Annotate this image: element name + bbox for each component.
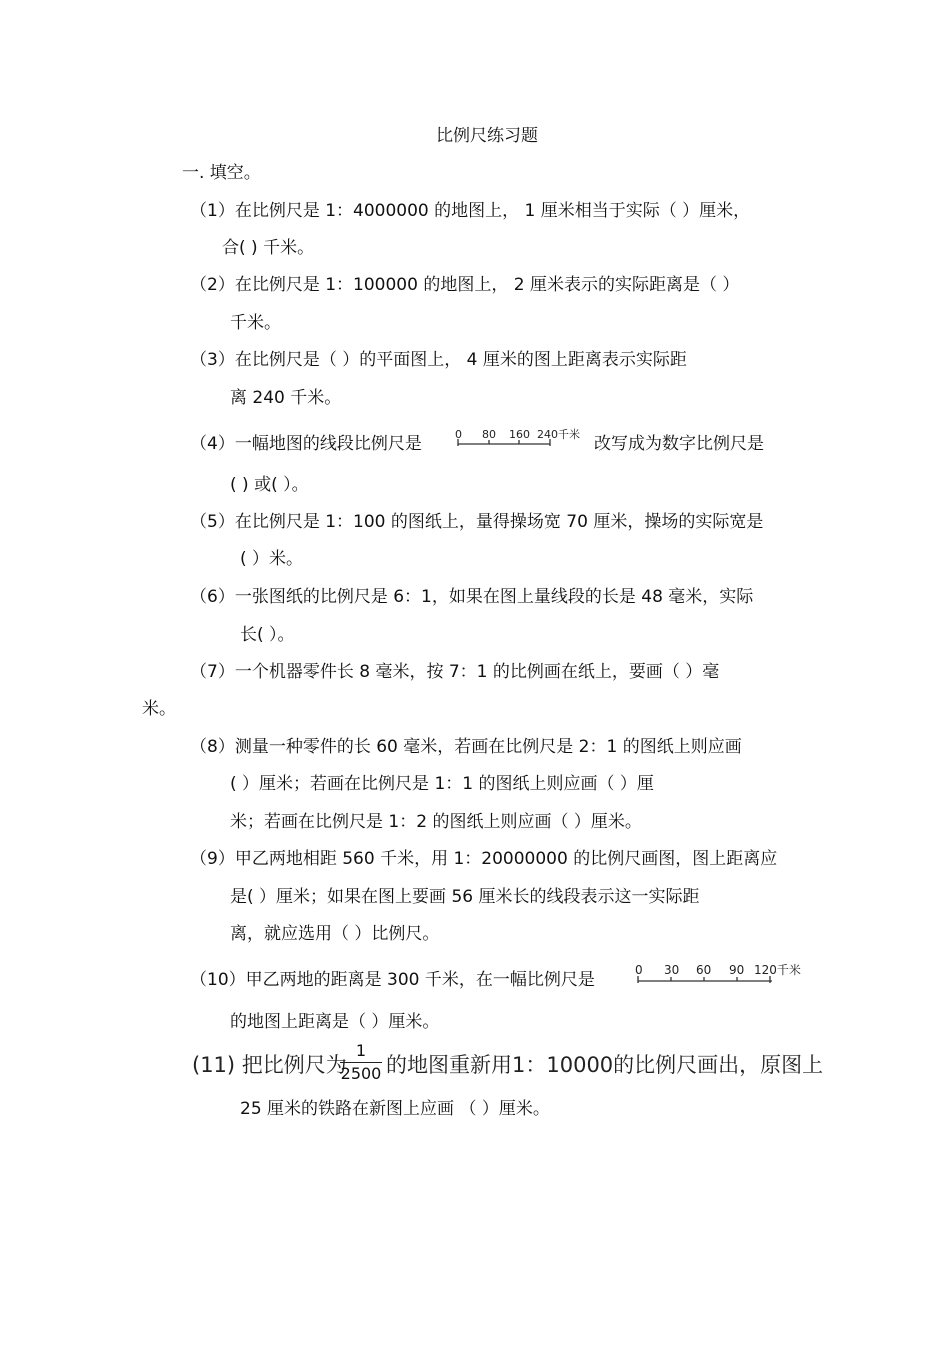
page-title: 比例尺练习题 xyxy=(436,126,538,146)
q11-prefix: (11) 把比例尺为 xyxy=(192,1053,347,1077)
q10-scale-label: 0 xyxy=(635,963,643,977)
q10-scale-label: 60 xyxy=(696,963,712,977)
q4-scale-label: 240千米 xyxy=(537,428,580,441)
q4-scale-label: 160 xyxy=(509,428,530,441)
q8-line2: ( ）厘米；若画在比例尺是 1：1 的图纸上则应画（ ）厘 xyxy=(230,774,654,794)
q2-line1: （2）在比例尺是 1：100000 的地图上， 2 厘米表示的实际距离是（ ） xyxy=(190,275,740,295)
q9-line1: （9）甲乙两地相距 560 千米，用 1：20000000 的比例尺画图，图上距离应 xyxy=(190,849,778,869)
q1-line1: （1）在比例尺是 1：4000000 的地图上， 1 厘米相当于实际（ ）厘米， xyxy=(190,201,751,221)
q10-prefix: （10）甲乙两地的距离是 300 千米，在一幅比例尺是 xyxy=(190,970,595,990)
q3-line2: 离 240 千米。 xyxy=(230,388,342,408)
q6-line1: （6）一张图纸的比例尺是 6：1，如果在图上量线段的长是 48 毫米，实际 xyxy=(190,587,754,607)
q3-line1: （3）在比例尺是（ ）的平面图上， 4 厘米的图上距离表示实际距 xyxy=(190,350,687,370)
q10-line-scale xyxy=(632,961,812,987)
q9-line2: 是( ）厘米；如果在图上要画 56 厘米长的线段表示这一实际距 xyxy=(230,887,700,907)
q4-prefix: （4）一幅地图的线段比例尺是 xyxy=(190,434,422,454)
q5-line2: ( ）米。 xyxy=(240,549,304,569)
q5-line1: （5）在比例尺是 1：100 的图纸上，量得操场宽 70 厘米，操场的实际宽是 xyxy=(190,512,764,532)
q7-line1: （7）一个机器零件长 8 毫米，按 7：1 的比例画在纸上，要画（ ）毫 xyxy=(190,662,720,682)
q7-line2: 米。 xyxy=(142,699,176,719)
q11-line2: 25 厘米的铁路在新图上应画 （ ）厘米。 xyxy=(240,1099,550,1119)
q4-scale-label: 0 xyxy=(455,428,462,441)
q4-suffix: 改写成为数字比例尺是 xyxy=(594,434,764,454)
q8-line1: （8）测量一种零件的长 60 毫米，若画在比例尺是 2：1 的图纸上则应画 xyxy=(190,737,742,757)
q2-line2: 千米。 xyxy=(230,313,281,333)
q10-scale-label: 30 xyxy=(664,963,680,977)
q9-line3: 离，就应选用（ ）比例尺。 xyxy=(230,924,440,944)
q8-line3: 米；若画在比例尺是 1：2 的图纸上则应画（ ）厘米。 xyxy=(230,812,642,832)
q11-fraction-bar xyxy=(340,1062,382,1063)
q4-line-scale xyxy=(452,426,592,452)
q10-scale-label: 90 xyxy=(729,963,745,977)
q4-scale-label: 80 xyxy=(482,428,496,441)
q6-line2: 长( ）。 xyxy=(240,625,295,645)
q10-scale-label: 120千米 xyxy=(754,963,801,977)
q1-line2: 合( ) 千米。 xyxy=(222,238,315,258)
q4-line2: ( ) 或( ）。 xyxy=(230,475,309,495)
q11-fraction xyxy=(340,1042,382,1083)
q11-numerator: 1 xyxy=(355,1041,367,1060)
q11-suffix: 的地图重新用1：10000的比例尺画出，原图上 xyxy=(386,1053,824,1077)
section-heading: 一. 填空。 xyxy=(182,163,261,183)
q11-denominator: 2500 xyxy=(340,1064,382,1083)
q10-line2: 的地图上距离是（ ）厘米。 xyxy=(230,1012,440,1032)
